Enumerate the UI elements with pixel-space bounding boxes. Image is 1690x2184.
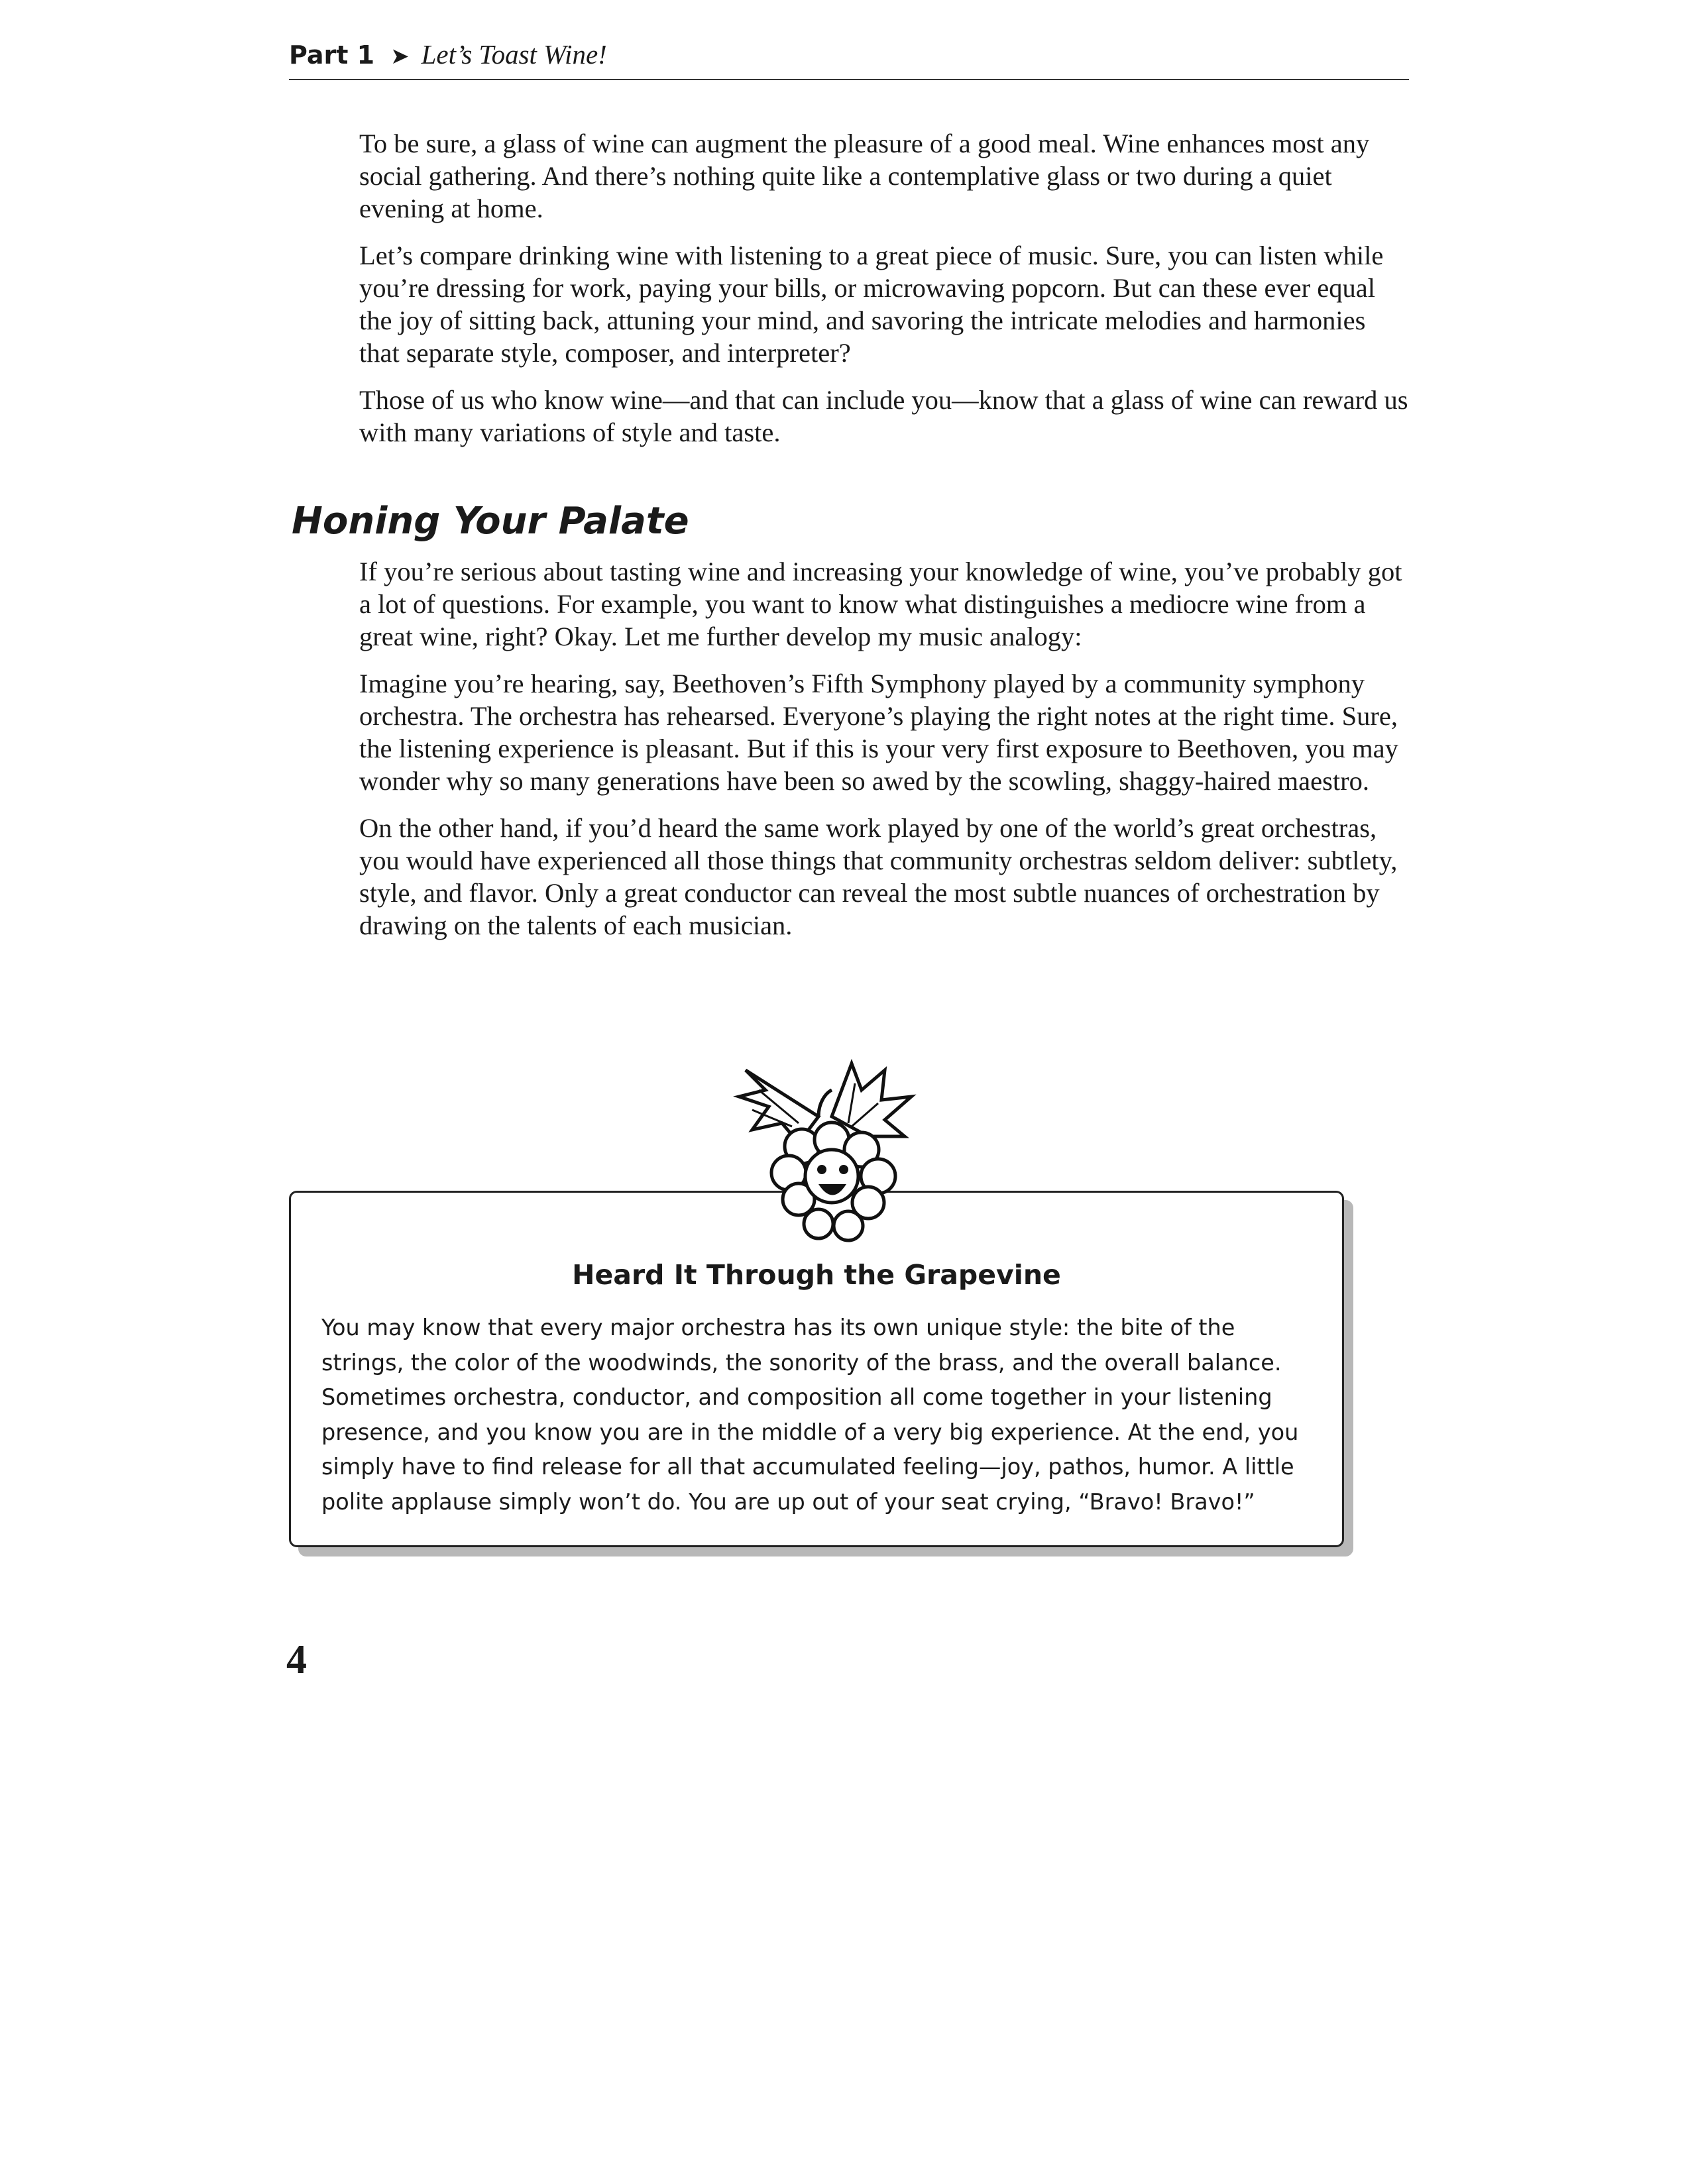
section-text [359, 555, 1409, 956]
paragraph: On the other hand, if you’d heard the same work played by one of the world’s great orchestras, you would have experienced all those things that community orchestras seldom deliver: subtlety, style, and flavor. Only a great conductor can reveal the most subtle nuances of orchestration by drawing on the talents of each musician. [359, 813, 1398, 940]
chapter-title: Let’s Toast Wine! [421, 39, 607, 70]
paragraph: To be sure, a glass of wine can augment the pleasure of a good meal. Wine enhances most any social gathering. And there’s nothing quite like a contemplative glass or two during a quiet evening at home. [359, 129, 1370, 223]
sidebar-title: Heard It Through the Grapevine [572, 1259, 1061, 1291]
sidebar-body: You may know that every major orchestra has its own unique style: the bite of the strings, the color of the woodwinds, the sonority of the brass, and the overall balance. Sometimes orchestra, conductor, and composition all come together in your listening presence, and you know you are in the middle of a very big experience. At the end, you simply have to find release for all that accumulated feeling—joy, pathos, humor. A little polite applause simply won’t do. You are up out of your seat crying, “Bravo! Bravo!” [321, 1315, 1299, 1515]
grape-bunch-icon [719, 1044, 931, 1249]
paragraph: Those of us who know wine—and that can include you—know that a glass of wine can reward us with many variations of style and taste. [359, 385, 1408, 447]
part-label: Part 1 [289, 40, 375, 70]
intro-text [359, 127, 1409, 463]
header-rule [289, 79, 1409, 80]
running-header [289, 34, 1409, 77]
paragraph: If you’re serious about tasting wine and increasing your knowledge of wine, you’ve probably got a lot of questions. For example, you want to know what distinguishes a mediocre wine from a great wine, right? Okay. Let me further develop my music analogy: [359, 557, 1402, 651]
paragraph: Let’s compare drinking wine with listening to a great piece of music. Sure, you can listen while you’re dressing for work, paying your bills, or microwaving popcorn. But can these ever equal the joy of sitting back, attuning your mind, and savoring the intricate melodies and harmonies that separate style, composer, and interpreter? [359, 241, 1384, 368]
page-number: 4 [286, 1637, 307, 1682]
section-heading: Honing Your Palate [292, 500, 689, 543]
arrow-icon: ➤ [390, 44, 410, 69]
paragraph: Imagine you’re hearing, say, Beethoven’s Fifth Symphony played by a community symphony orchestra. The orchestra has rehearsed. Everyone’s playing the right notes at the right time. Sure, the listening experience is pleasant. But if this is your very first exposure to Beethoven, you may wonder why so many generations have been so awed by the scowling, shaggy-haired maestro. [359, 669, 1398, 796]
